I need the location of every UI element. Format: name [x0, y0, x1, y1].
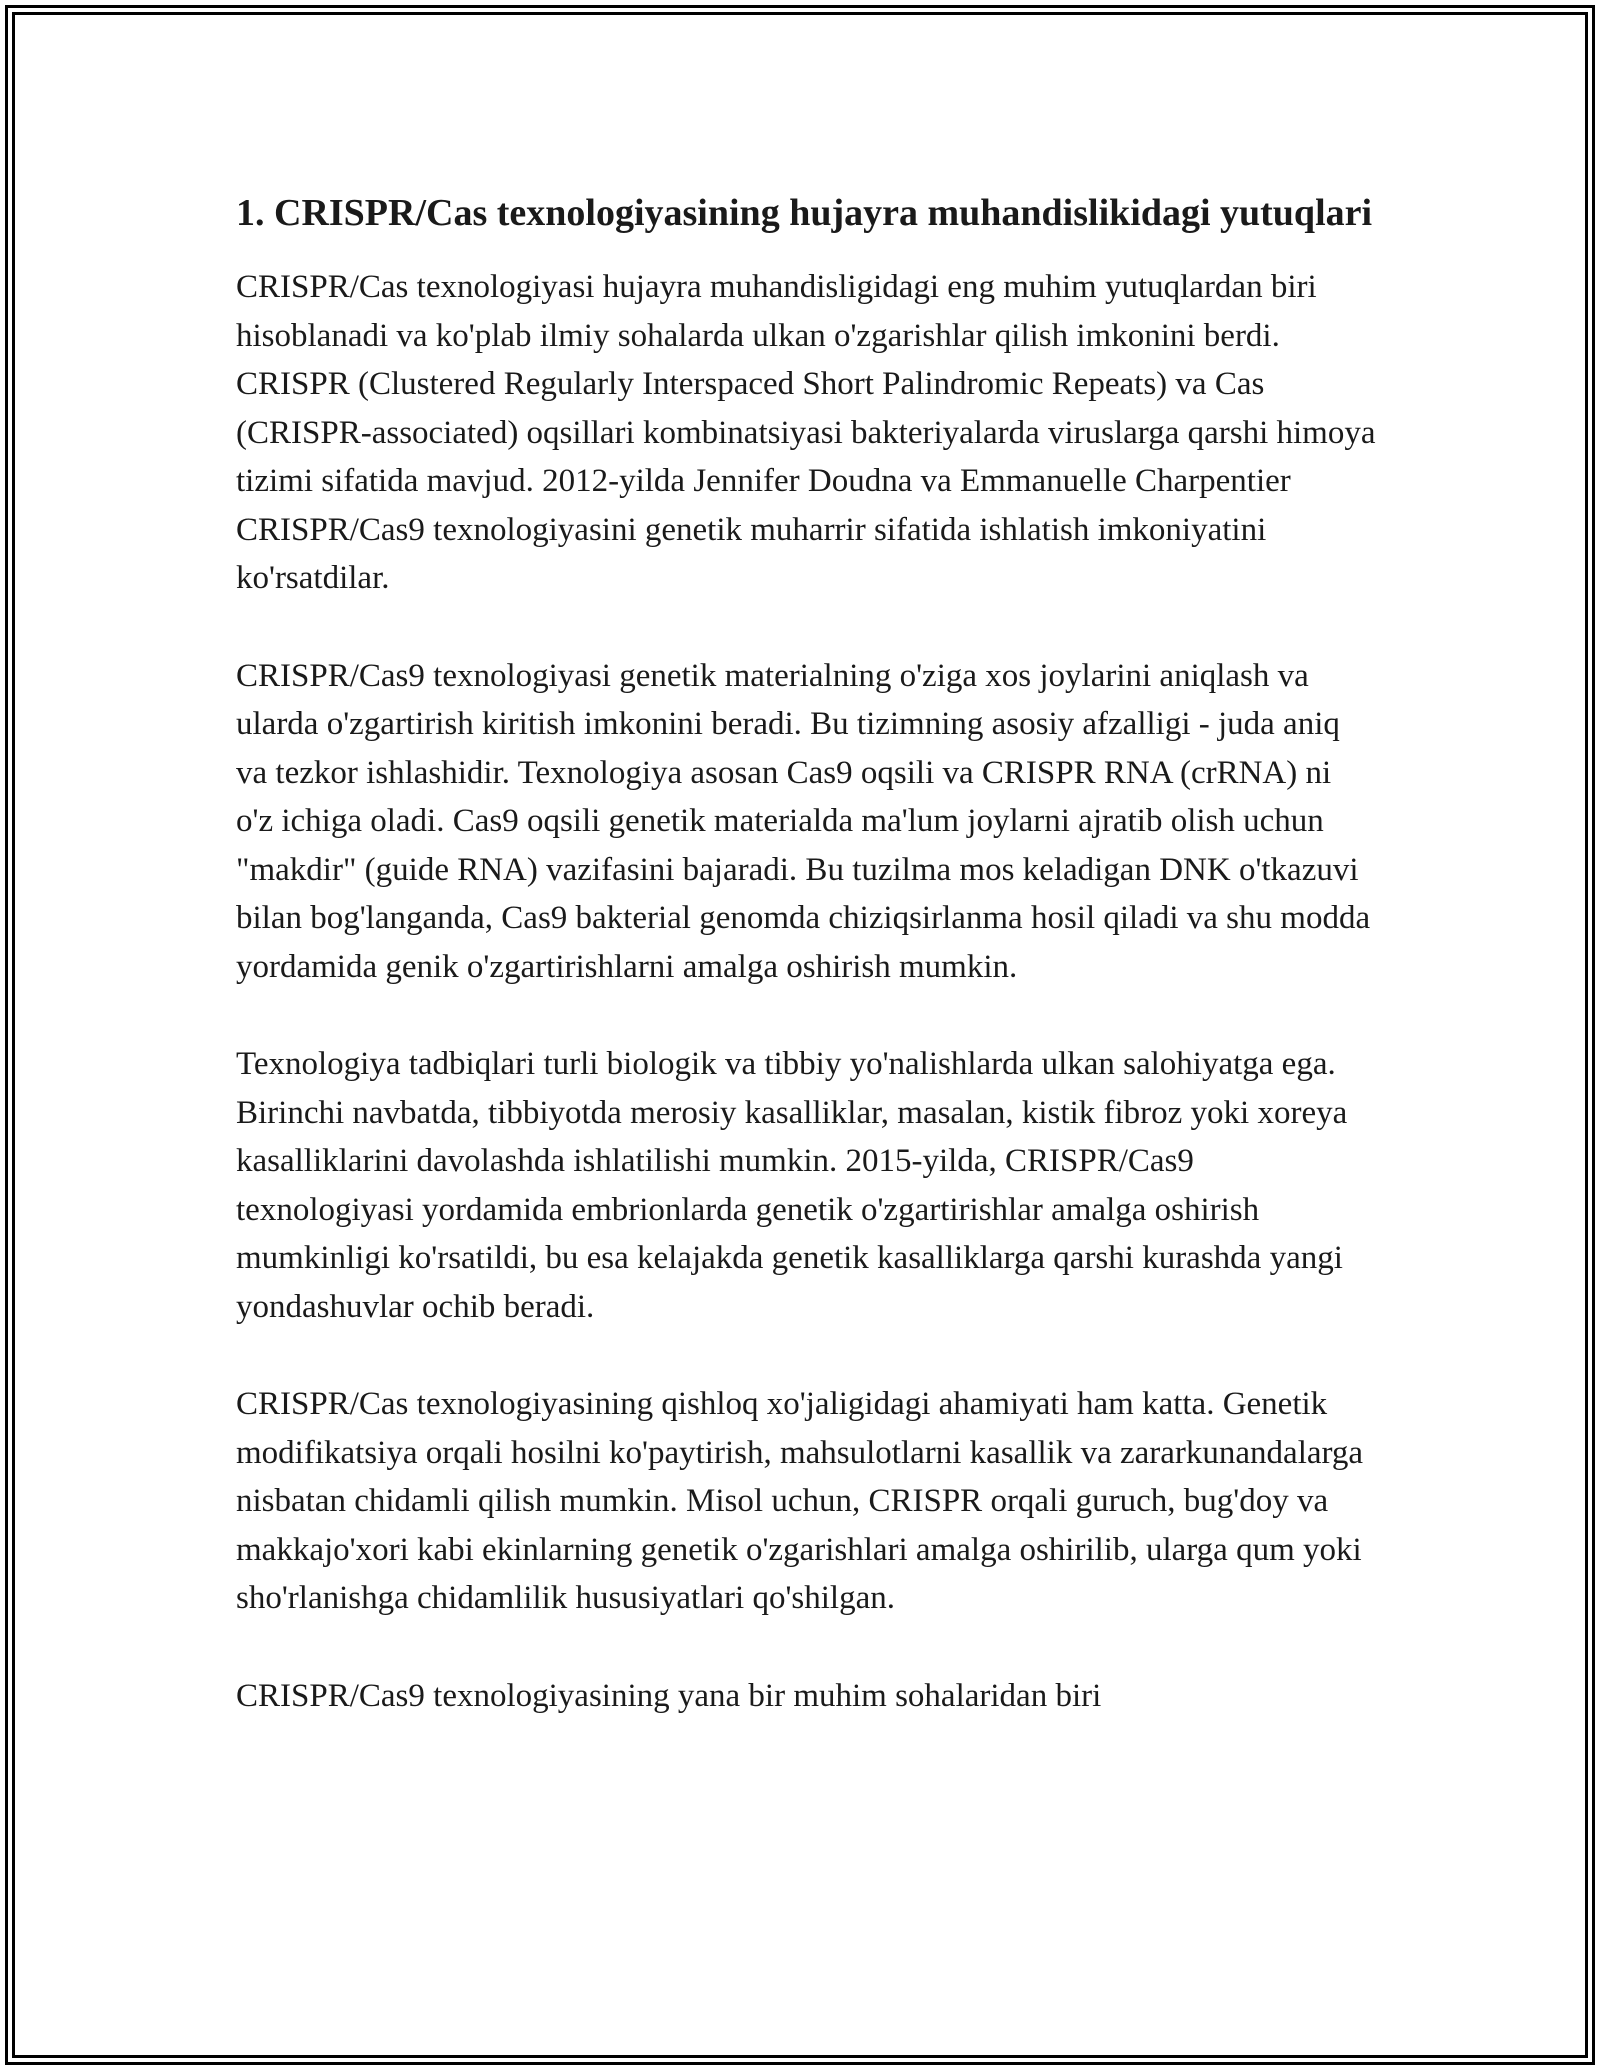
paragraph-medical-applications: Texnologiya tadbiqlari turli biologik va tibbiy yo'nalishlarda ulkan salohiyatga ega. Birinchi navbatda, tibbiyotda merosiy kasalliklar, masalan, kistik fibroz yoki xoreya kasalliklarini davolashda ishlatilishi mumkin. 2015-yilda, CRISPR/Cas9 texnologiyasi yordamida embrionlarda genetik o'zgartirishlar amalga oshirish mumkinligi ko'rsatildi, bu esa kelajakda genetik kasalliklarga qarshi kurashda yangi yondashuvlar ochib beradi. — [236, 1046, 1348, 1325]
section-heading: 1. CRISPR/Cas texnologiyasining hujayra muhandislikidagi yutuqlari — [236, 192, 1373, 234]
paragraph-agriculture: CRISPR/Cas texnologiyasining qishloq xo'jaligidagi ahamiyati ham katta. Genetik modifikatsiya orqali hosilni ko'paytirish, mahsulotlarni kasallik va zararkunandalarga nisbatan chidamli qilish mumkin. Misol uchun, CRISPR orqali guruch, bug'doy va makkajo'xori kabi ekinlarning genetik o'zgarishlari amalga oshirilib, ularga qum yoki sho'rlanishga chidamlilik hususiyatlari qo'shilgan. — [236, 1386, 1364, 1616]
paragraph-mechanism: CRISPR/Cas9 texnologiyasi genetik materialning o'ziga xos joylarini aniqlash va ularda o'zgartirish kiritish imkonini beradi. Bu tizimning asosiy afzalligi - juda aniq va tezkor ishlashidir. Texnologiya asosan Cas9 oqsili va CRISPR RNA (crRNA) ni o'z ichiga oladi. Cas9 oqsili genetik materialda ma'lum joylarni ajratib olish uchun "makdir" (guide RNA) vazifasini bajaradi. Bu tuzilma mos keladigan DNK o'tkazuvi bilan bog'langanda, Cas9 bakterial genomda chiziqsirlanma hosil qiladi va shu modda yordamida genik o'zgartirishlarni amalga oshirish mumkin. — [236, 657, 1371, 985]
paragraph-continuation: CRISPR/Cas9 texnologiyasining yana bir muhim sohalaridan biri — [236, 1677, 1102, 1714]
paragraph-intro: CRISPR/Cas texnologiyasi hujayra muhandisligidagi eng muhim yutuqlardan biri hisoblanadi va ko'plab ilmiy sohalarda ulkan o'zgarishlar qilish imkonini berdi. CRISPR (Clustered Regularly Interspaced Short Palindromic Repeats) va Cas (CRISPR-associated) oqsillari kombinatsiyasi bakteriyalarda viruslarga qarshi himoya tizimi sifatida mavjud. 2012-yilda Jennifer Doudna va Emmanuelle Charpentier CRISPR/Cas9 texnologiyasini genetik muharrir sifatida ishlatish imkoniyatini ko'rsatdilar. — [236, 269, 1376, 596]
document-body — [236, 186, 1376, 1769]
